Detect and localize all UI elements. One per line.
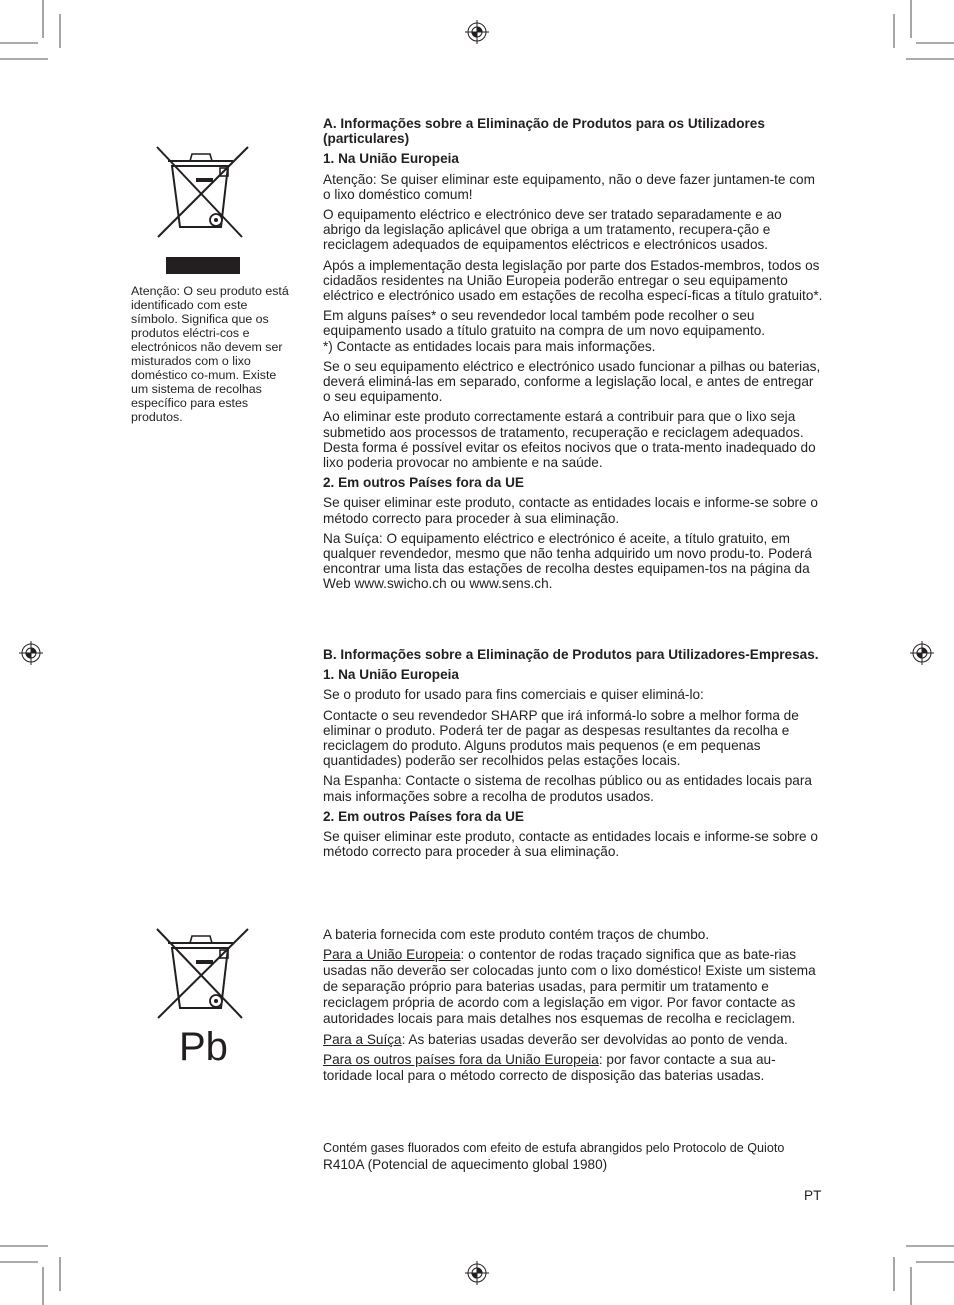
section-a bbox=[323, 116, 823, 597]
battery-ch bbox=[323, 1032, 823, 1047]
section-b-p1: Se o produto for usado para fins comerciais e quiser eliminá-lo: bbox=[323, 687, 704, 703]
language-code: PT bbox=[804, 1188, 822, 1203]
battery-other-label: Para os outros países fora da União Europeia bbox=[323, 1052, 599, 1068]
battery-other bbox=[323, 1052, 823, 1084]
battery-eu bbox=[323, 947, 823, 1027]
battery-ch-label: Para a Suíça bbox=[323, 1032, 402, 1048]
section-b-heading: B. Informações sobre a Eliminação de Produtos para Utilizadores-Empresas. bbox=[323, 647, 819, 662]
section-a-p6: Ao eliminar este produto correctamente estará a contribuir para que o lixo seja submetido aos processos de tratamento, recuperação e reciclagem adequados. Desta forma é possível evitar os efeitos nocivos que o trata-mento inadequado do lixo poderia provocar no ambiente e na saúde. bbox=[323, 409, 816, 471]
crossed-bin-pb-icon bbox=[157, 929, 248, 1018]
section-b-sub1: 1. Na União Europeia bbox=[323, 667, 459, 683]
section-a-p4b: *) Contacte as entidades locais para mais informações. bbox=[323, 338, 656, 354]
section-a-p7: Se quiser eliminar este produto, contacte as entidades locais e informe-se sobre o método correcto para proceder à sua eliminação. bbox=[323, 495, 818, 526]
section-b-p4: Se quiser eliminar este produto, contacte as entidades locais e informe-se sobre o método correcto para proceder à sua eliminação. bbox=[323, 829, 818, 860]
battery-eu-text: : o contentor de rodas traçado significa que as bate-rias usadas não deverão ser colocadas junto com o lixo doméstico! Existe um sistema de separação próprio para baterias usadas, para permitir um tratamento e reciclagem própria de acordo com a legislação em vigor. Por favor contacte as autoridades locais para mais detalhes nos esquemas de recolha e reciclagem. bbox=[323, 947, 816, 1027]
battery-other-text: : por favor contacte a sua au-toridade local para o método correcto de disposição das baterias usadas. bbox=[323, 1052, 776, 1084]
section-a-sub1: 1. Na União Europeia bbox=[323, 151, 459, 167]
section-b-p3: Na Espanha: Contacte o sistema de recolhas público ou as entidades locais para mais informações sobre a recolha de produtos usados. bbox=[323, 773, 812, 804]
battery-p1: A bateria fornecida com este produto contém traços de chumbo. bbox=[323, 927, 710, 942]
section-a-p1: Atenção: Se quiser eliminar este equipamento, não o deve fazer juntamen-te com o lixo doméstico comum! bbox=[323, 171, 815, 202]
section-b-p2: Contacte o seu revendedor SHARP que irá informá-lo sobre a melhor forma de eliminar o produto. Poderá ter de pagar as despesas resultantes da recolha e reciclagem do produto. Alguns produtos mais pequenos (e em pequenas quantidades) poderão ser recolhidos pelas estações locais. bbox=[323, 707, 799, 769]
section-a-heading: A. Informações sobre a Eliminação de Produtos para os Utilizadores (particulares) bbox=[323, 116, 765, 147]
section-a-p5: Se o seu equipamento eléctrico e electrónico usado funcionar a pilhas ou baterias, deverá eliminá-las em separado, conforme a legislação local, e antes de entregar o seu equipamento. bbox=[323, 358, 821, 405]
section-a-p3: Após a implementação desta legislação por parte dos Estados-membros, todos os cidadãos residentes na União Europeia poderão entregar o seu equipamento eléctrico e electrónico usado em estações de recolha especí-ficas a título gratuito*. bbox=[323, 257, 823, 304]
bin-underline-bar bbox=[166, 257, 240, 274]
section-a-p8: Na Suíça: O equipamento eléctrico e electrónico é aceite, a título gratuito, em qualquer revendedor, mesmo que não tenha adquirido um novo produ-to. Poderá encontrar uma lista das estações de recolha destes equipamen-tos na página da Web www.swicho.ch ou www.sens.ch. bbox=[323, 530, 812, 592]
battery-ch-text: : As baterias usadas deverão ser devolvidas ao ponto de venda. bbox=[401, 1032, 788, 1048]
lead-symbol-label: Pb bbox=[179, 1025, 228, 1069]
symbol-caption: Atenção: O seu produto está identificado com este símbolo. Significa que os produtos eléctri-cos e electrónicos não devem ser misturados com o lixo doméstico co-mum. Existe um sistema de recolhas específico para estes produtos. bbox=[131, 284, 289, 424]
section-b-sub2: 2. Em outros Países fora da UE bbox=[323, 808, 524, 824]
battery-eu-label: Para a União Europeia bbox=[323, 947, 461, 963]
section-b bbox=[323, 647, 823, 864]
section-a-p2: O equipamento eléctrico e electrónico deve ser tratado separadamente e ao abrigo da legislação aplicável que obriga a um tratamento, recupera-ção e reciclagem adequados de equipamentos eléctricos e electrónicos usados. bbox=[323, 207, 782, 253]
gas-notice bbox=[323, 1141, 843, 1172]
section-a-sub2: 2. Em outros Países fora da UE bbox=[323, 475, 524, 491]
section-a-p4a: Em alguns países* o seu revendedor local também pode recolher o seu equipamento usado a título gratuito na compra de um novo equipamento. bbox=[323, 308, 766, 339]
gas-notice-line1: Contém gases fluorados com efeito de estufa abrangidos pelo Protocolo de Quioto bbox=[323, 1141, 785, 1155]
gas-notice-line2: R410A (Potencial de aquecimento global 1980) bbox=[323, 1156, 608, 1172]
crossed-bin-icon bbox=[157, 147, 248, 237]
battery-section bbox=[323, 927, 823, 1089]
